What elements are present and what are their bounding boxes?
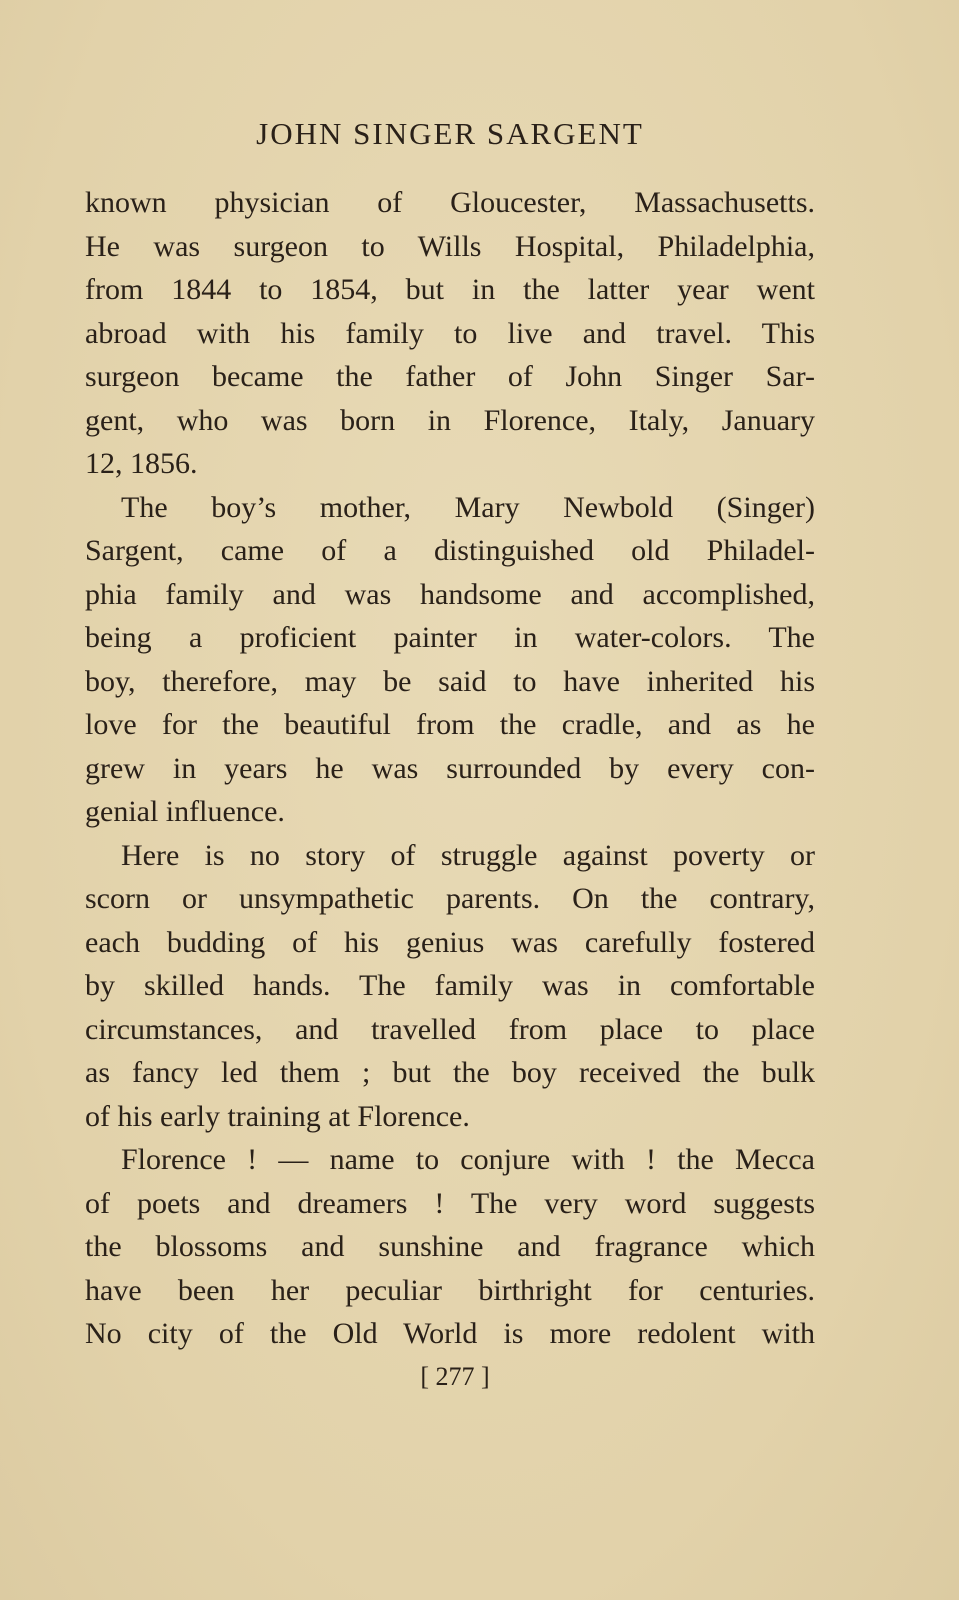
- text-line: surgeon became the father of John Singer Sar-: [85, 360, 815, 393]
- text-line: love for the beautiful from the cradle, and as he: [85, 708, 815, 741]
- text-line: Sargent, came of a distinguished old Philadel-: [85, 534, 815, 567]
- text-line: as fancy led them ; but the boy received the bulk: [85, 1056, 815, 1089]
- text-line: phia family and was handsome and accomplished,: [85, 577, 815, 611]
- text-line: genial influence.: [85, 795, 285, 828]
- text-line: abroad with his family to live and travel. This: [85, 316, 815, 350]
- text-line: of poets and dreamers ! The very word suggests: [85, 1186, 815, 1220]
- paragraph: [85, 1138, 815, 1356]
- paragraph: [85, 834, 815, 1139]
- paragraph: [85, 486, 815, 834]
- text-line: boy, therefore, may be said to have inherited his: [85, 664, 815, 698]
- text-line: being a proficient painter in water-colors. The: [85, 621, 815, 654]
- text-line: The boy’s mother, Mary Newbold (Singer): [121, 490, 815, 524]
- text-line: Florence ! — name to conjure with ! the Mecca: [121, 1143, 815, 1176]
- body-text: [85, 181, 815, 1356]
- text-line: Here is no story of struggle against poverty or: [121, 838, 815, 872]
- text-line: gent, who was born in Florence, Italy, January: [85, 403, 815, 437]
- text-line: the blossoms and sunshine and fragrance which: [85, 1230, 815, 1263]
- paragraph: [85, 181, 815, 486]
- text-line: grew in years he was surrounded by every con-: [85, 751, 815, 785]
- text-line: He was surgeon to Wills Hospital, Philadelphia,: [85, 229, 815, 263]
- text-line: scorn or unsympathetic parents. On the contrary,: [85, 882, 815, 915]
- text-line: of his early training at Florence.: [85, 1099, 470, 1133]
- text-line: each budding of his genius was carefully fostered: [85, 925, 815, 959]
- text-line: from 1844 to 1854, but in the latter year went: [85, 273, 815, 306]
- text-line: No city of the Old World is more redolent with: [85, 1317, 815, 1350]
- text-line: circumstances, and travelled from place to place: [85, 1012, 815, 1046]
- page-number: [ 277 ]: [420, 1362, 490, 1391]
- text-line: 12, 1856.: [85, 447, 198, 480]
- text-line: by skilled hands. The family was in comfortable: [85, 969, 815, 1002]
- running-header: JOHN SINGER SARGENT: [256, 116, 644, 151]
- text-line: have been her peculiar birthright for centuries.: [85, 1273, 815, 1307]
- text-line: known physician of Gloucester, Massachusetts.: [85, 186, 815, 219]
